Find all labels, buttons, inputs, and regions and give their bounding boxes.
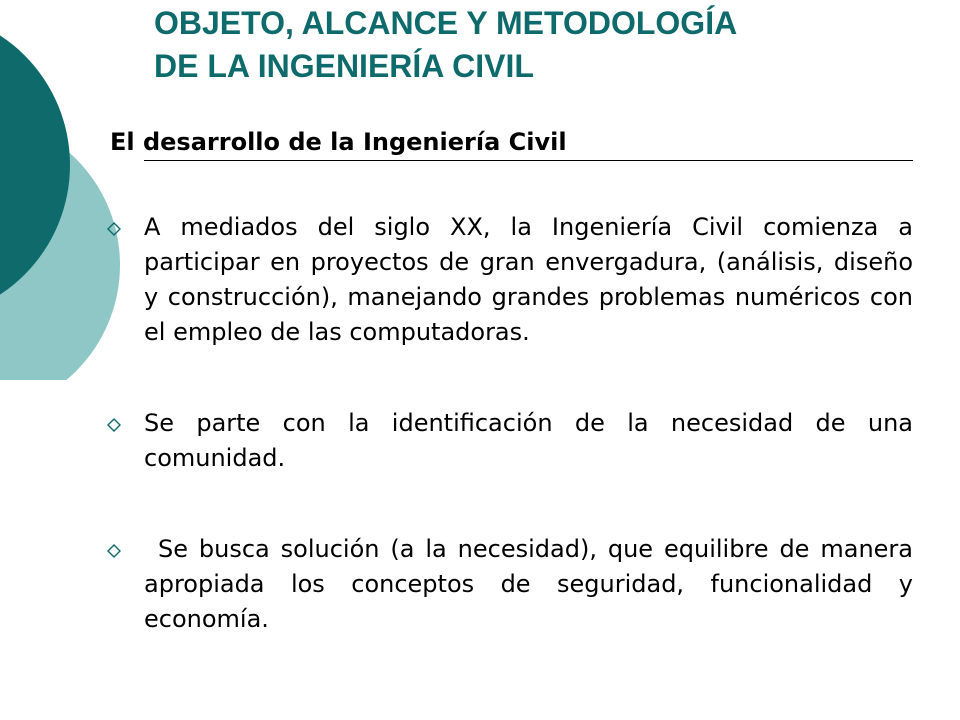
hollow-diamond-icon — [107, 544, 121, 558]
bullet-item — [107, 210, 913, 350]
slide-title-line-2: DE LA INGENIERÍA CIVIL — [154, 48, 534, 84]
slide-title — [154, 2, 737, 88]
bullet-item — [107, 406, 913, 476]
section-subtitle: El desarrollo de la Ingeniería Civil — [110, 128, 567, 156]
slide-title-line-1: OBJETO, ALCANCE Y METODOLOGÍA — [154, 5, 738, 41]
bullet-item — [107, 532, 913, 637]
bullet-text: A mediados del siglo XX, la Ingeniería Civil comienza a participar en proyectos de gran envergadura, (análisis, diseño y construcción), manejando grandes problemas numéricos con el empleo de las computadoras. — [144, 213, 913, 346]
bullet-text: Se busca solución (a la necesidad), que equilibre de manera apropiada los conceptos de seguridad, funcionalidad y economía. — [144, 535, 913, 633]
bullet-text: Se parte con la identificación de la necesidad de una comunidad. — [144, 409, 913, 472]
hollow-diamond-icon — [107, 222, 121, 236]
hollow-diamond-icon — [107, 418, 121, 432]
bullet-list — [107, 210, 913, 693]
subtitle-underline — [144, 160, 913, 161]
